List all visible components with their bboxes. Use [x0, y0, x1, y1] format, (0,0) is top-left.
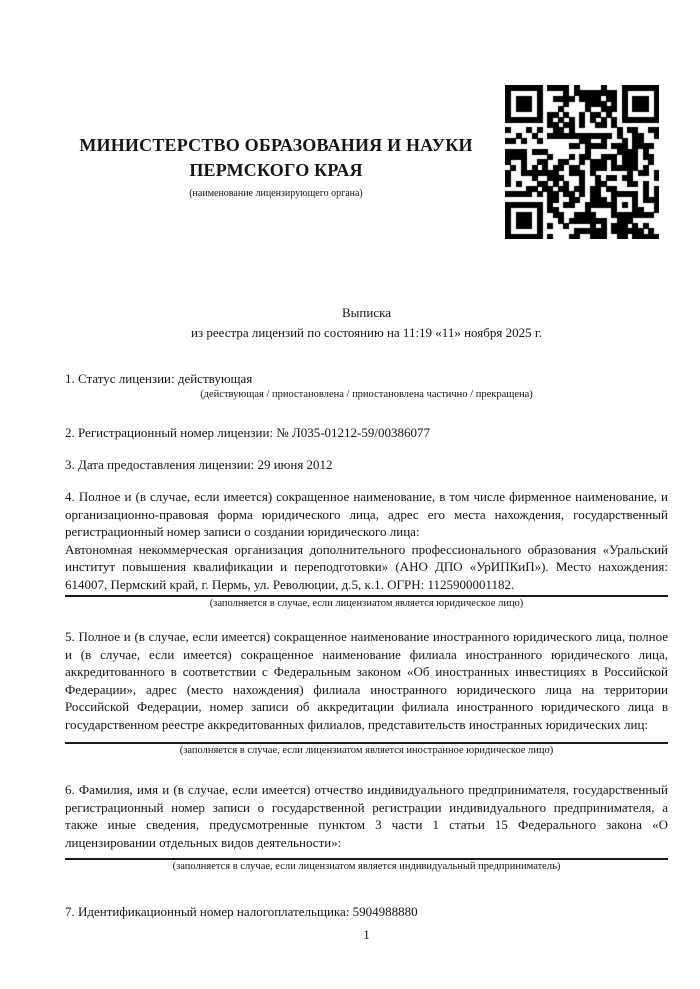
- legal-entity-caption: (заполняется в случае, если лицензиатом является юридическое лицо): [209, 597, 524, 609]
- foreign-entity-label: 5. Полное и (в случае, если имеется) сокращенное наименование иностранного юридического лица, полное и (в случае, если имеется) сокращенное наименование филиала иностранного юридического лица, аккредитованного в соответствии с Федеральным законом «Об иностранных инвестициях в Российской Федерации», адрес (место нахождения) филиала иностранного юридического лица на территории Российской Федерации, номер записи об аккредитации филиала иностранного юридического лица в государственном реестре аккредитованных филиалов, представительств иностранных юридических лиц:: [65, 629, 668, 732]
- license-status-caption: (действующая / приостановлена / приостановлена частично / прекращена): [200, 388, 533, 400]
- license-status-text: 1. Статус лицензии: действующая: [65, 371, 253, 386]
- section-taxpayer-id: [65, 903, 668, 921]
- section-foreign-entity: [65, 628, 668, 757]
- document-title-line2: из реестра лицензий по состоянию на 11:19 «11» ноября 2025 г.: [191, 325, 542, 340]
- section-license-status: [65, 370, 668, 401]
- license-grant-date-text: 3. Дата предоставления лицензии: 29 июня 2012: [65, 457, 333, 472]
- registration-number-text: 2. Регистрационный номер лицензии: № Л035-01212-59/00386077: [65, 425, 431, 440]
- ministry-name-line1: МИНИСТЕРСТВО ОБРАЗОВАНИЯ И НАУКИ: [79, 135, 473, 155]
- page-number: 1: [363, 927, 370, 942]
- individual-entrepreneur-label: 6. Фамилия, имя и (в случае, если имеется) отчество индивидуального предпринимателя, государственный регистрационный номер записи о государственной регистрации индивидуального предпринимателя, а также иные сведения, предусмотренные пунктом 3 части 1 статьи 15 Федерального закона «О лицензировании отдельных видов деятельности»:: [65, 782, 668, 850]
- ministry-name-line2: ПЕРМСКОГО КРАЯ: [189, 160, 363, 180]
- section-registration-number: [65, 424, 668, 442]
- taxpayer-id-text: 7. Идентификационный номер налогоплательщика: 5904988880: [65, 904, 418, 919]
- section-individual-entrepreneur: [65, 781, 668, 873]
- foreign-entity-caption: (заполняется в случае, если лицензиатом является иностранное юридическое лицо): [179, 744, 554, 756]
- licensing-authority-header: [62, 133, 490, 200]
- section-license-grant-date: [65, 456, 668, 474]
- document-title: [65, 303, 668, 343]
- legal-entity-label: 4. Полное и (в случае, если имеется) сокращенное наименование, в том числе фирменное наименование, и организационно-правовая форма юридического лица, адрес его места нахождения, государственный регистрационный номер записи о создании юридического лица:: [65, 489, 668, 540]
- qr-code: [505, 85, 659, 239]
- document-title-line1: Выписка: [342, 305, 391, 320]
- section-legal-entity: [65, 488, 668, 610]
- individual-entrepreneur-caption: (заполняется в случае, если лицензиатом является индивидуальный предприниматель): [172, 861, 561, 873]
- legal-entity-value: Автономная некоммерческая организация дополнительного профессионального образования «Уральский институт повышения квалификации и переподготовки» (АНО ДПО «УрИПКиП»). Место нахождения: 614007, Пермский край, г. Пермь, ул. Революции, д.5, к.1. ОГРН: 1125900001182.: [65, 541, 668, 597]
- ministry-name-caption: (наименование лицензирующего органа): [189, 188, 363, 199]
